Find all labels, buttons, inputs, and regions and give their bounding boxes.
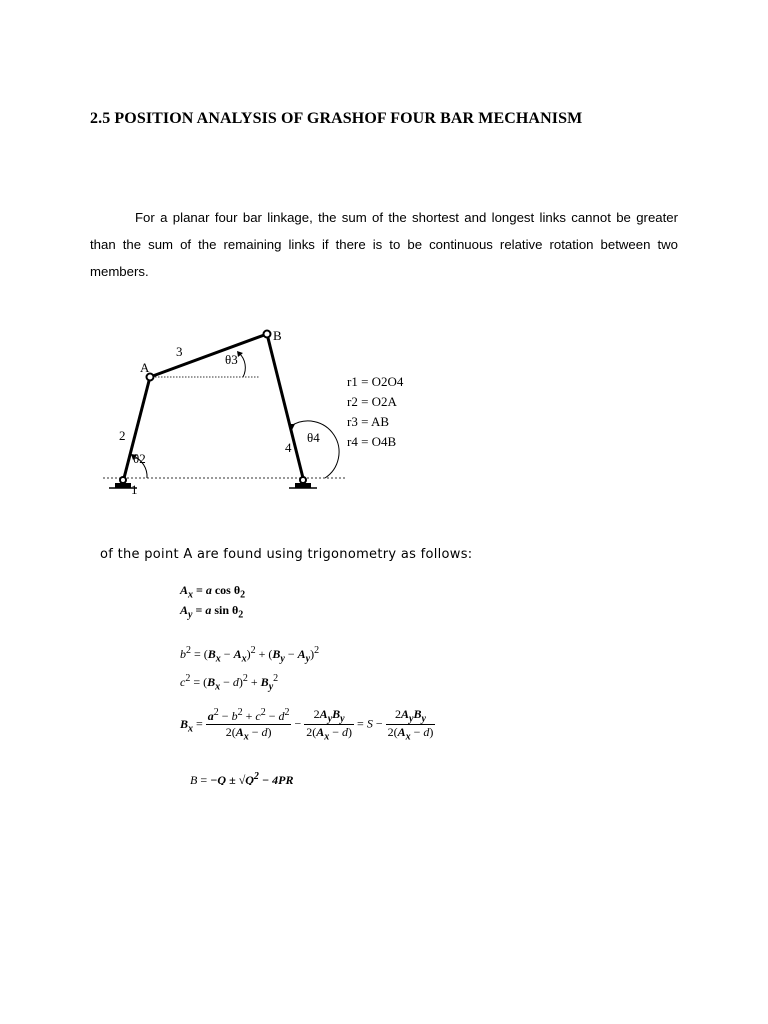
section-heading: 2.5 POSITION ANALYSIS OF GRASHOF FOUR BAR MECHANISM (90, 110, 583, 127)
label-link-4: 4 (285, 440, 292, 455)
legend-r4: r4 = O4B (347, 434, 397, 449)
link-4 (267, 334, 303, 478)
equation-bx: $B_x$ = $\frac{a^2 - b^2 + c^2 - d^2}{2(A_x - d)}$ − $\frac{2A_yB_y}{2(A_x - d)}$ = S − $\frac{2A_yB_y}{2(A_x - d)}$ (180, 707, 434, 743)
formula-block (0, 535, 768, 805)
label-link-3: 3 (176, 344, 183, 359)
four-bar-linkage-diagram (95, 320, 415, 510)
legend-r2: r2 = O2A (347, 394, 397, 409)
intro-line: of the point A are found using trigonometry as follows: (100, 547, 473, 562)
label-link-2: 2 (119, 428, 126, 443)
ground-support-o4 (289, 477, 317, 488)
equation-by-partial: $B = -Q \pm √Q^2 - 4PR$ (190, 771, 294, 785)
joint-b (264, 331, 271, 338)
equation-ay: $A_y = a$ $\sin \theta_2$ (180, 603, 244, 621)
equation-b-squared: $b^2 = (B_x - A_x)^2 + (B_y - A_y)^2$ (180, 645, 320, 665)
equation-c-squared: $c^2 = (B_x - d)^2 + B_y^2$ (180, 673, 279, 693)
legend-r1: r1 = O2O4 (347, 374, 404, 389)
link-3 (150, 334, 267, 377)
label-link-1: 1 (131, 482, 138, 497)
label-theta3: θ3 (225, 352, 238, 367)
body-paragraph: For a planar four bar linkage, the sum of the shortest and longest links cannot be greater than the sum of the remaining links if there is to be continuous relative rotation between two members. (90, 210, 678, 279)
label-a: A (140, 360, 150, 375)
label-theta2: θ2 (133, 451, 146, 466)
label-b: B (273, 328, 282, 343)
label-theta4: θ4 (307, 430, 320, 445)
theta3-arc (239, 353, 245, 377)
link-2 (123, 377, 150, 482)
equation-ax: $A_x = a$ $\cos \theta_2$ (180, 583, 246, 601)
legend-r3: r3 = AB (347, 414, 390, 429)
